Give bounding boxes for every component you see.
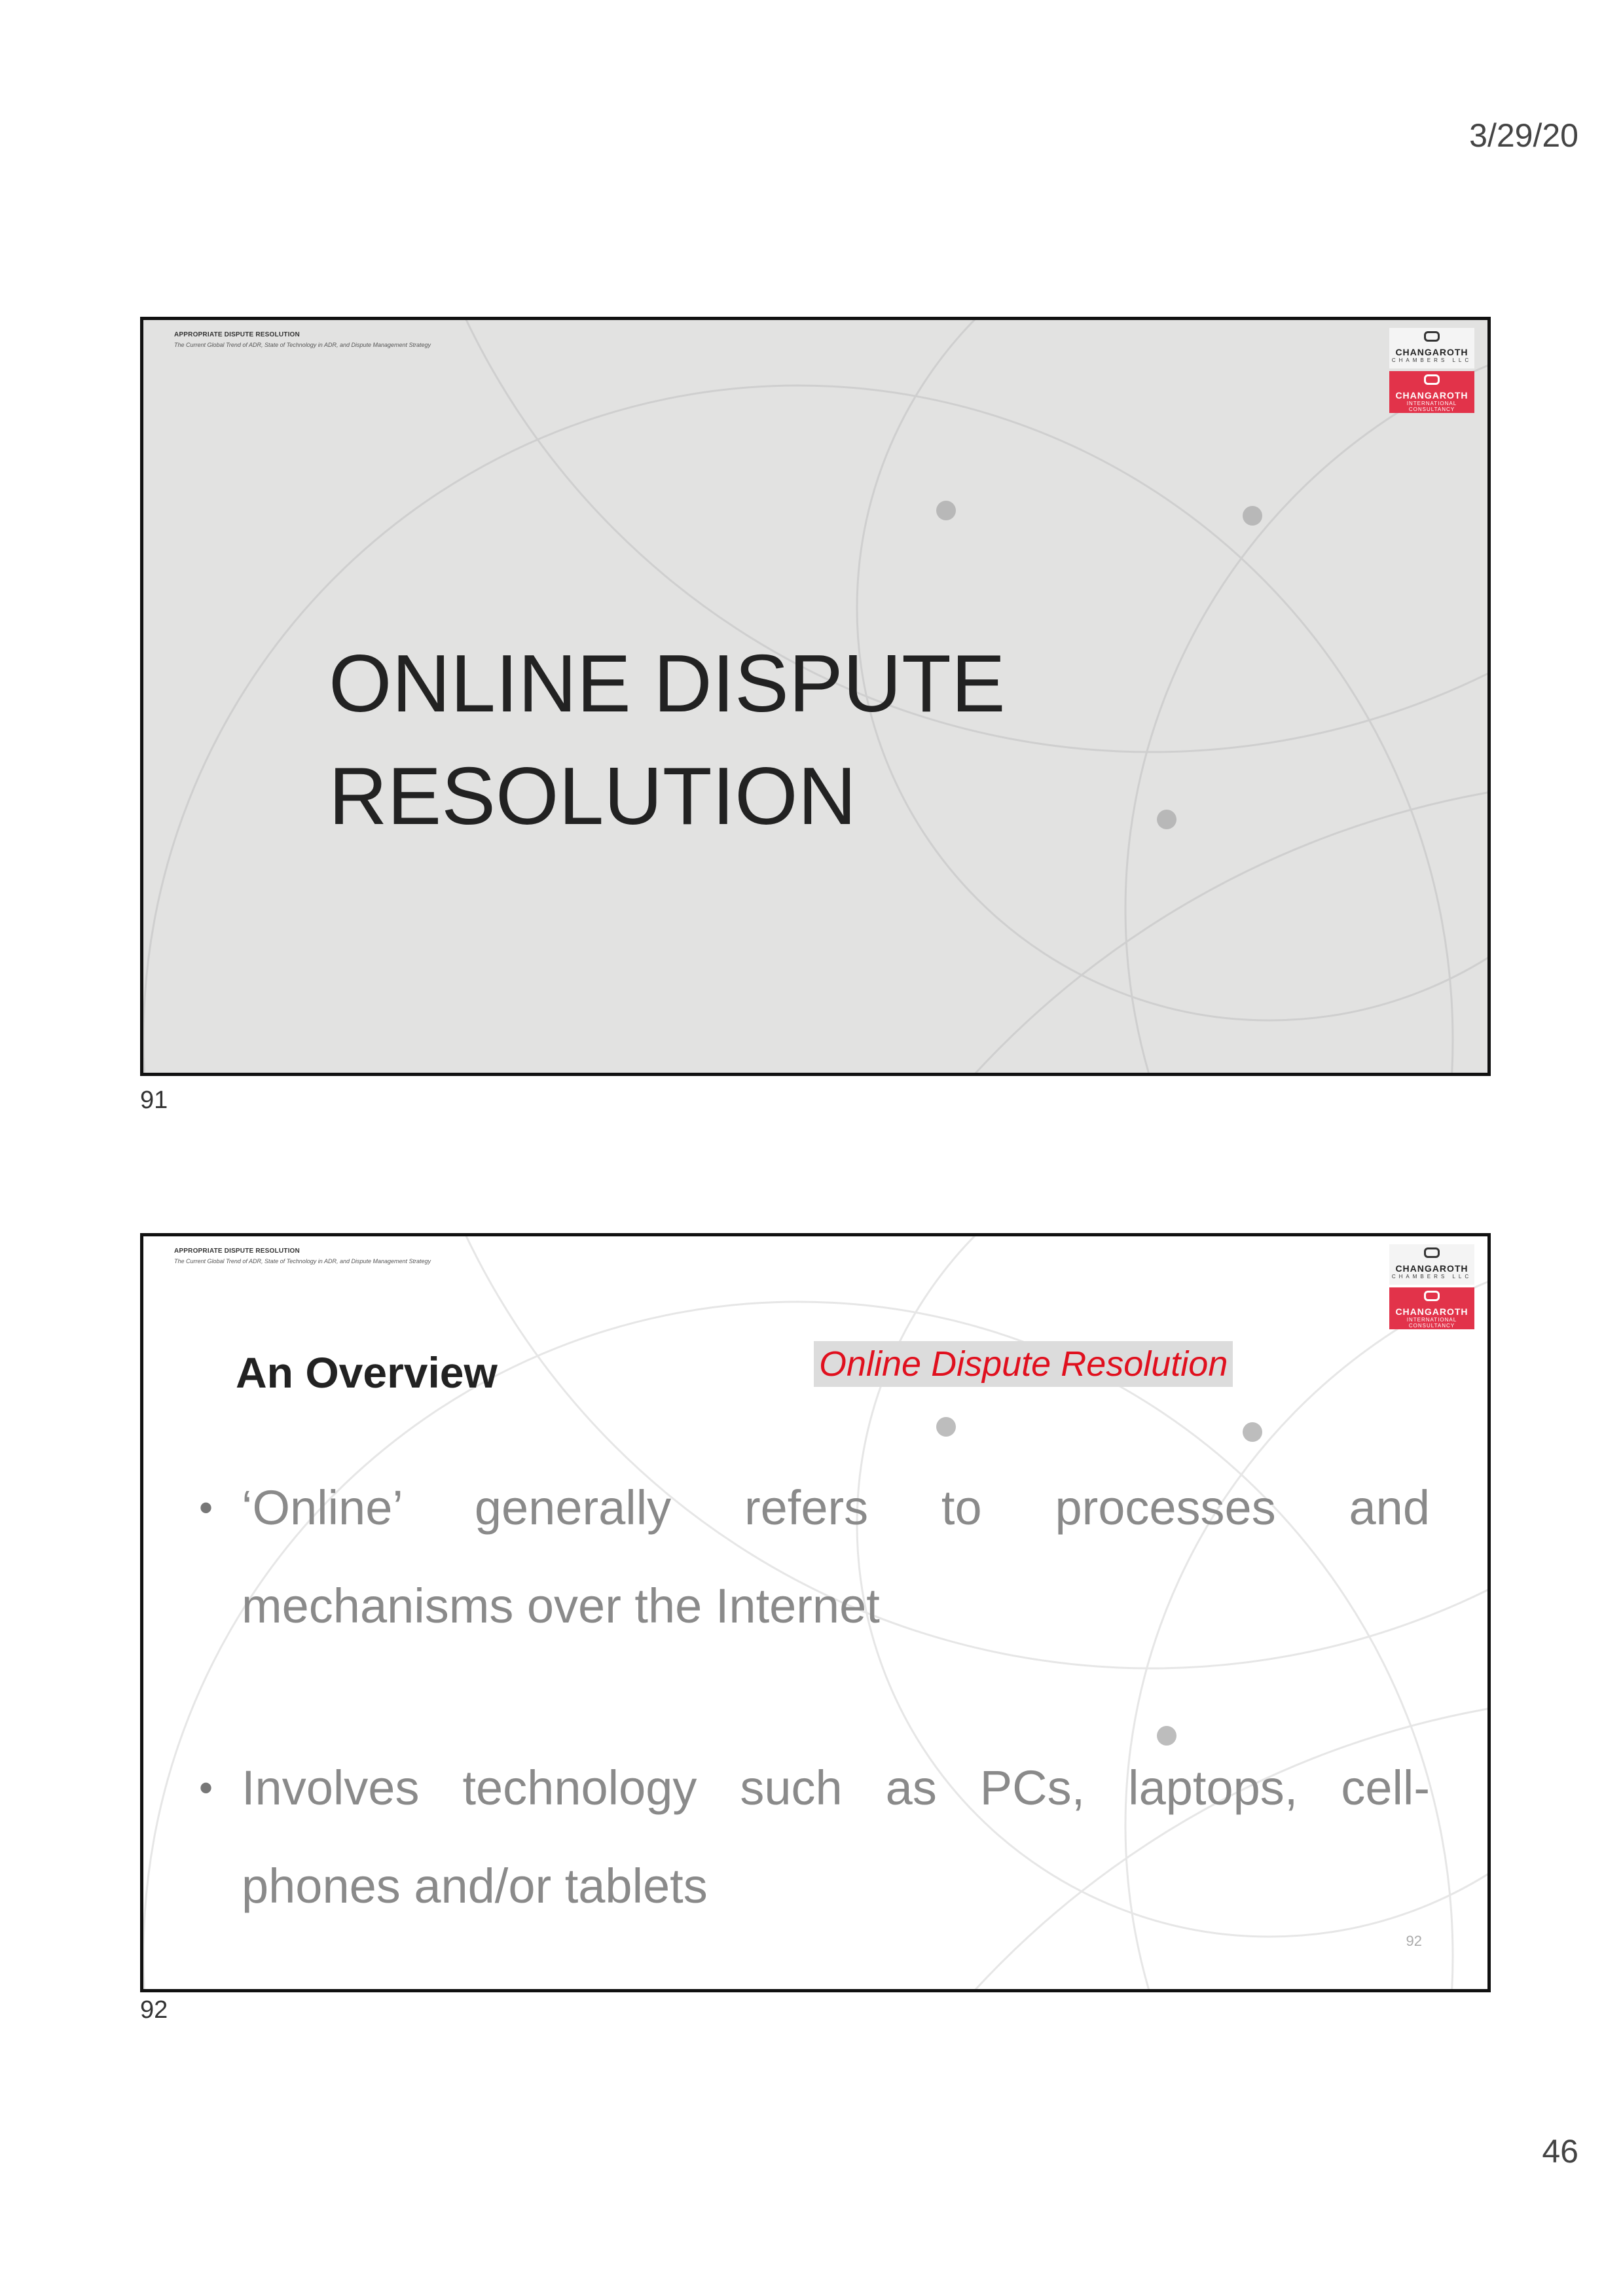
logo-mark-icon xyxy=(1424,374,1440,385)
slide-92 xyxy=(140,1233,1491,1992)
logo-mark-icon xyxy=(1424,1247,1440,1258)
logo-mark-icon xyxy=(1424,1291,1440,1301)
bullet-item xyxy=(199,1739,1430,1935)
slide-number-91: 91 xyxy=(140,1086,168,1114)
bullet-line: Involves technology such as PCs, laptops, cell- xyxy=(242,1761,1430,1815)
slide-91 xyxy=(140,317,1491,1076)
slide-header-subtitle: The Current Global Trend of ADR, State of Technology in ADR, and Dispute Management Strategy xyxy=(174,1258,431,1265)
company-logo: CHANGAROTH CHAMBERS LLC CHANGAROTH INTERNATIONAL CONSULTANCY xyxy=(1389,328,1474,413)
bullet-dot-icon: • xyxy=(199,1766,213,1810)
company-logo: CHANGAROTH CHAMBERS LLC CHANGAROTH INTERNATIONAL CONSULTANCY xyxy=(1389,1244,1474,1329)
slide-header-title: APPROPRIATE DISPUTE RESOLUTION xyxy=(174,1247,300,1255)
bullet-line: mechanisms over the Internet xyxy=(242,1579,880,1633)
slide-inner-number: 92 xyxy=(1406,1933,1422,1949)
bullet-dot-icon: • xyxy=(199,1486,213,1530)
logo-mark-icon xyxy=(1424,331,1440,342)
slide-number-92: 92 xyxy=(140,1996,168,2024)
slide-header-title: APPROPRIATE DISPUTE RESOLUTION xyxy=(174,331,300,338)
slide-title xyxy=(329,628,1006,853)
bullet-line: phones and/or tablets xyxy=(242,1859,708,1913)
slide-header-subtitle: The Current Global Trend of ADR, State of Technology in ADR, and Dispute Management Strategy xyxy=(174,342,431,348)
slide-title-line-2: RESOLUTION xyxy=(329,751,857,842)
topic-tag: Online Dispute Resolution xyxy=(814,1341,1233,1387)
slide-title-line-1: ONLINE DISPUTE xyxy=(329,639,1006,729)
bullet-item xyxy=(199,1459,1430,1655)
page-date: 3/29/20 xyxy=(1469,117,1578,154)
bullet-line: ‘Online’ generally refers to processes and xyxy=(242,1480,1430,1535)
bullet-list xyxy=(199,1459,1430,1992)
page-number: 46 xyxy=(1542,2133,1578,2170)
slide-heading: An Overview xyxy=(236,1348,498,1397)
